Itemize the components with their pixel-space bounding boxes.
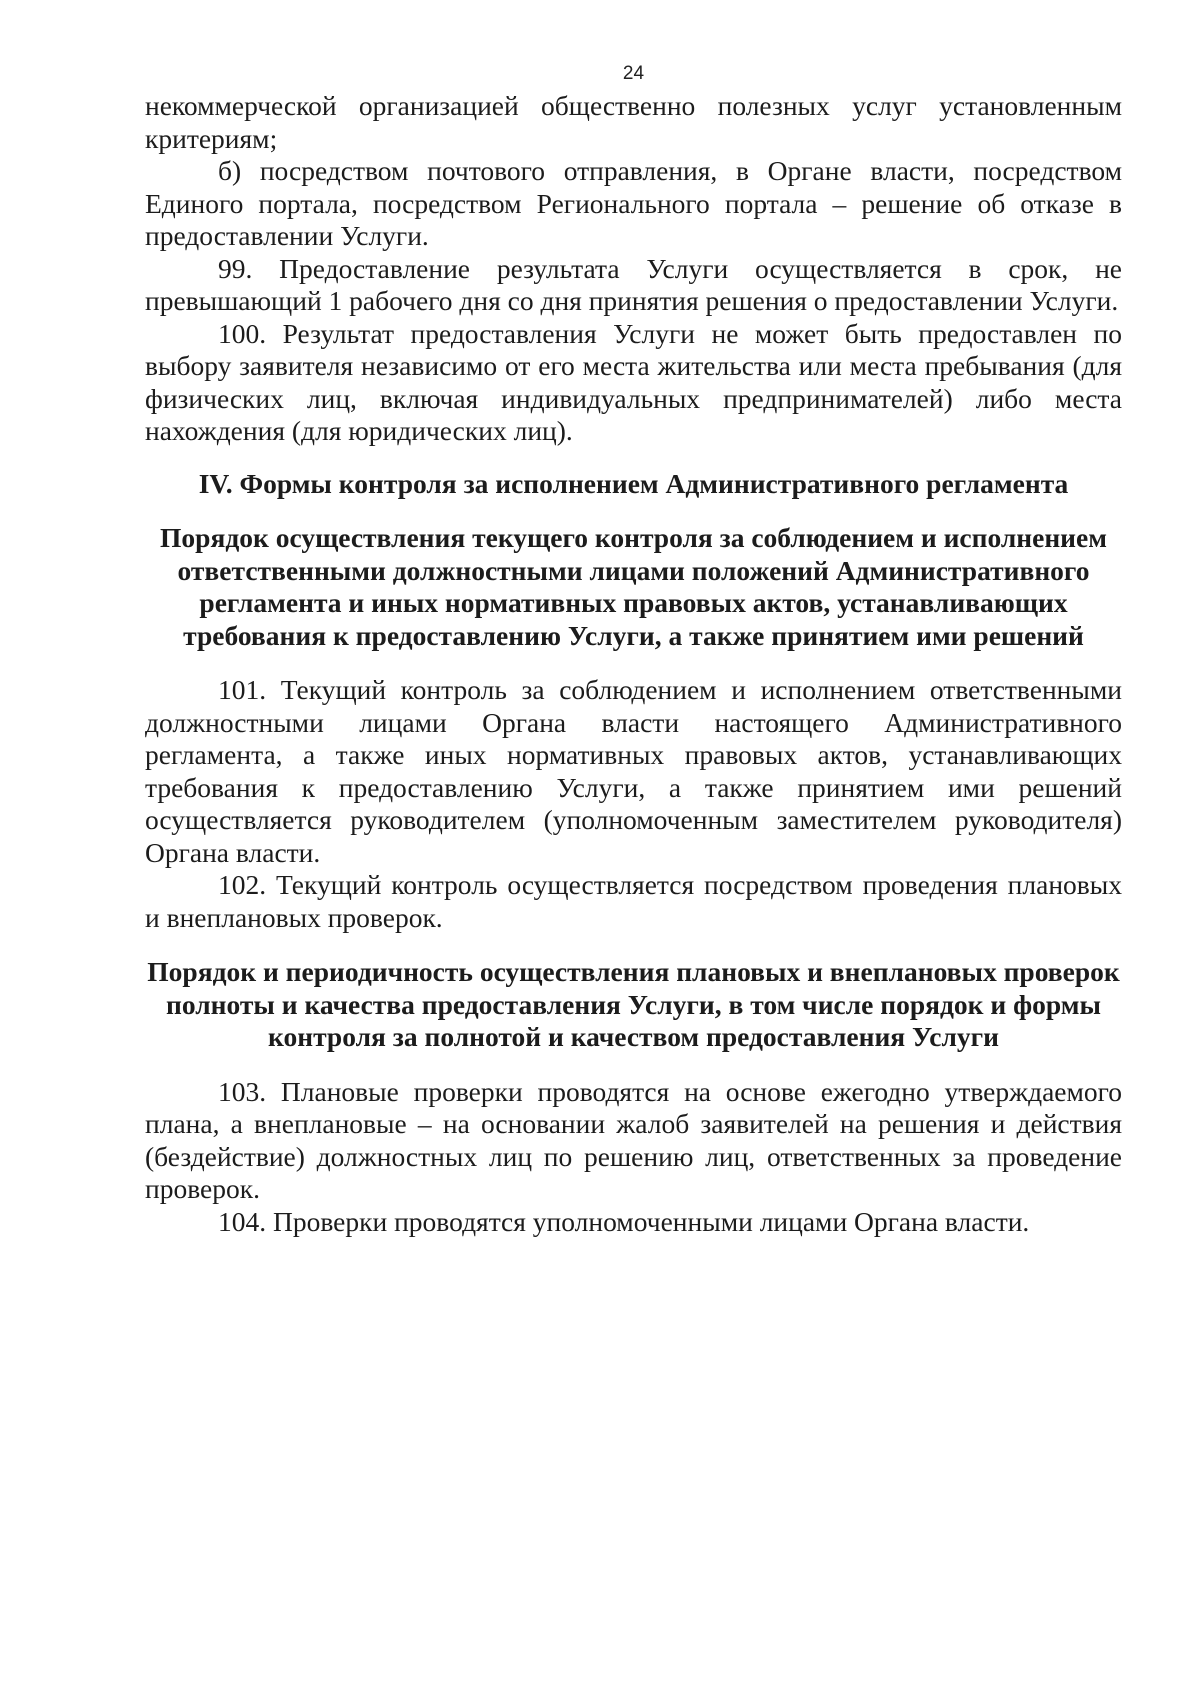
paragraph-99: 99. Предоставление результата Услуги осуществляется в срок, не превышающий 1 рабочего дня со дня принятия решения о предоставлении Услуги. — [145, 252, 1122, 316]
paragraph-b: б) посредством почтового отправления, в Органе власти, посредством Единого портала, посредством Регионального портала – решение об отказе в предоставлении Услуги. — [145, 155, 1122, 251]
paragraph-101: 101. Текущий контроль за соблюдением и исполнением ответственными должностными лицами Органа власти настоящего Административного регламента, а также иных нормативных правовых актов, устанавливающих требования к предоставлению Услуги, а также принятием ими решений осуществляется руководителем (уполномоченным заместителем руководителя) Органа власти. — [145, 674, 1122, 868]
paragraph-100: 100. Результат предоставления Услуги не может быть предоставлен по выбору заявителя независимо от его места жительства или места пребывания (для физических лиц, включая индивидуальных предпринимателей) либо места нахождения (для юридических лиц). — [145, 317, 1122, 446]
paragraph-continuation: некоммерческой организацией общественно полезных услуг установленным критериям; — [145, 90, 1122, 154]
paragraph-102: 102. Текущий контроль осуществляется посредством проведения плановых и внеплановых проверок. — [145, 869, 1122, 933]
page-number: 24 — [622, 63, 645, 84]
paragraph-104: 104. Проверки проводятся уполномоченными лицами Органа власти. — [218, 1205, 1030, 1237]
subsection-title-current-control: Порядок осуществления текущего контроля за соблюдением и исполнением ответственными должностными лицами положений Административного регламента и иных нормативных правовых актов, устанавливающих требования к предоставлению Услуги, а также принятием ими решений — [160, 522, 1107, 651]
paragraph-103: 103. Плановые проверки проводятся на основе ежегодно утверждаемого плана, а внеплановые – на основании жалоб заявителей на решения и действия (бездействие) должностных лиц по решению лиц, ответственных за проведение проверок. — [145, 1075, 1122, 1204]
section-title: IV. Формы контроля за исполнением Административного регламента — [198, 467, 1069, 499]
document-page — [145, 62, 1122, 1238]
subsection-title-inspections: Порядок и периодичность осуществления плановых и внеплановых проверок полноты и качества предоставления Услуги, в том числе порядок и формы контроля за полнотой и качеством предоставления Услуги — [147, 956, 1120, 1052]
